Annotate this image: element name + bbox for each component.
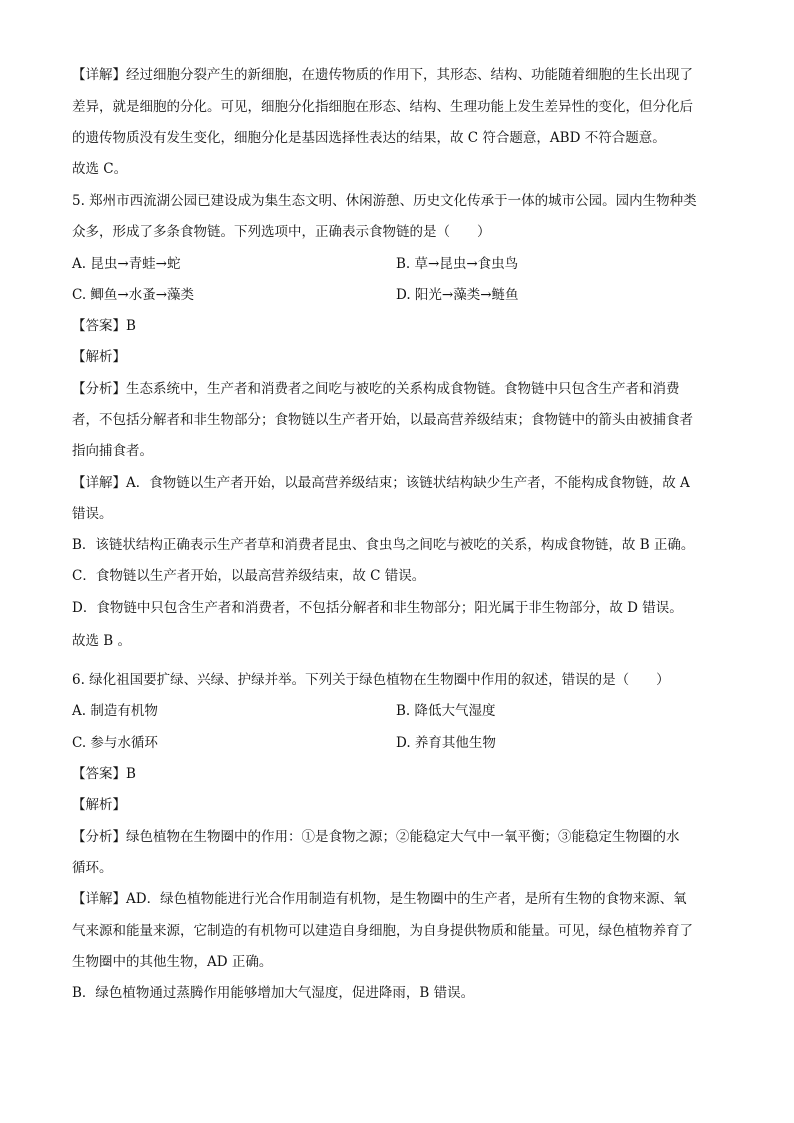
q6-analysis-heading: 【解析】 — [72, 797, 126, 813]
q6-answer: 【答案】B — [72, 766, 136, 782]
q5-detail-b: B．该链状结构正确表示生产者草和消费者昆虫、食虫鸟之间吃与被吃的关系，构成食物链，故 B 正确。 — [72, 537, 695, 553]
q5-option-c: C. 鲫鱼→水蚤→藻类 — [72, 287, 195, 303]
q6-option-d: D. 养育其他生物 — [396, 735, 496, 751]
q5-detail-c: C．食物链以生产者开始，以最高营养级结束，故 C 错误。 — [72, 568, 426, 584]
q5-analysis-heading: 【解析】 — [72, 349, 126, 365]
q5-detail-line-1: 【详解】A．食物链以生产者开始，以最高营养级结束；该链状结构缺少生产者，不能构成食物链，故 A — [72, 475, 690, 491]
q4-conclusion: 故选 C。 — [72, 161, 128, 177]
q4-detail-line-2: 差异，就是细胞的分化。可见，细胞分化指细胞在形态、结构、生理功能上发生差异性的变化，但分化后 — [72, 99, 693, 115]
q4-detail-line-1: 【详解】经过细胞分裂产生的新细胞，在遗传物质的作用下，其形态、结构、功能随着细胞的生长出现了 — [72, 67, 693, 83]
q5-stem-line-1: 5. 郑州市西流湖公园已建设成为集生态文明、休闲游憩、历史文化传承于一体的城市公园。园内生物种类 — [72, 193, 697, 209]
q6-detail-line-2: 气来源和能量来源，它制造的有机物可以建造自身细胞，为自身提供物质和能量。可见，绿色植物养育了 — [72, 923, 693, 939]
q6-option-c: C. 参与水循环 — [72, 735, 158, 751]
q5-option-b: B. 草→昆虫→食虫鸟 — [396, 256, 519, 272]
q6-option-a: A. 制造有机物 — [72, 703, 158, 719]
q5-detail-d: D．食物链中只包含生产者和消费者，不包括分解者和非生物部分；阳光属于非生物部分，故 D 错误。 — [72, 600, 683, 616]
q5-option-a: A. 昆虫→青蛙→蛇 — [72, 256, 181, 272]
q5-answer: 【答案】B — [72, 318, 136, 334]
q5-option-d: D. 阳光→藻类→鲢鱼 — [396, 287, 519, 303]
q5-analysis-line-3: 指向捕食者。 — [72, 443, 153, 459]
q5-analysis-line-1: 【分析】生态系统中，生产者和消费者之间吃与被吃的关系构成食物链。食物链中只包含生产者和消费 — [72, 381, 680, 397]
q6-analysis-line-1: 【分析】绿色植物在生物圈中的作用：①是食物之源；②能稳定大气中一氧平衡；③能稳定生物圈的水 — [72, 829, 680, 845]
q4-detail-line-3: 的遗传物质没有发生变化，细胞分化是基因选择性表达的结果，故 C 符合题意，ABD 不符合题意。 — [72, 130, 666, 146]
q6-stem: 6. 绿化祖国要扩绿、兴绿、护绿并举。下列关于绿色植物在生物圈中作用的叙述，错误的是（ ） — [72, 672, 670, 688]
q5-detail-line-2: 错误。 — [72, 506, 113, 522]
q5-stem-line-2: 众多，形成了多条食物链。下列选项中，正确表示食物链的是（ ） — [72, 224, 491, 240]
q6-option-b: B. 降低大气湿度 — [396, 703, 496, 719]
q6-detail-line-1: 【详解】AD．绿色植物能进行光合作用制造有机物，是生物圈中的生产者，是所有生物的食物来源、氧 — [72, 891, 687, 907]
q6-analysis-line-2: 循环。 — [72, 860, 113, 876]
q5-conclusion: 故选 B 。 — [72, 633, 132, 649]
q5-analysis-line-2: 者，不包括分解者和非生物部分；食物链以生产者开始，以最高营养级结束；食物链中的箭头由被捕食者 — [72, 412, 693, 428]
q6-detail-line-3: 生物圈中的其他生物，AD 正确。 — [72, 954, 273, 970]
q6-detail-b: B．绿色植物通过蒸腾作用能够增加大气湿度，促进降雨，B 错误。 — [72, 985, 475, 1001]
